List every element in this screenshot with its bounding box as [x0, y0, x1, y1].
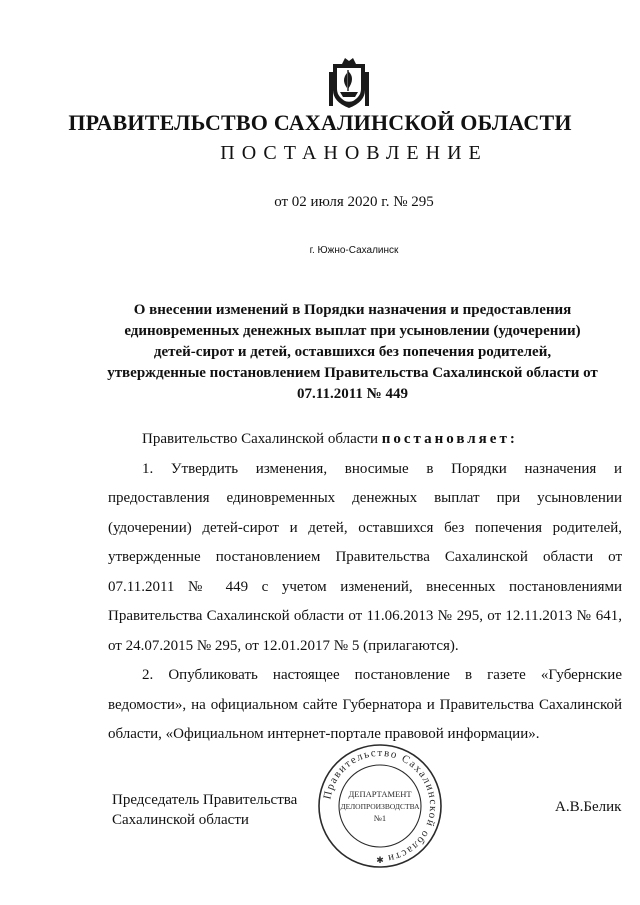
- subject-line: О внесении изменений в Порядки назначения и предоставления: [133, 302, 572, 318]
- stamp-inner-line: №1: [373, 813, 387, 823]
- signer-position-line: Сахалинской области: [112, 812, 249, 828]
- preamble-text: Правительство Сахалинской области: [142, 431, 382, 447]
- stamp-star-icon: ✱: [376, 856, 384, 866]
- stamp-inner-line: ДЕЛОПРОИЗВОДСТВА: [340, 802, 420, 811]
- signer-position: [112, 790, 332, 830]
- preamble-verb: постановляет:: [381, 431, 518, 447]
- document-subject: [100, 300, 605, 405]
- body-item-2: 2. Опубликовать настоящее постановление в газете «Губернские ведомости», на официальном сайте Губернатора и Правительства Сахалинской области, «Официальном интернет-портале правовой информации».: [108, 667, 622, 742]
- government-title: ПРАВИТЕЛЬСТВО САХАЛИНСКОЙ ОБЛАСТИ: [68, 110, 572, 135]
- preamble: [108, 425, 622, 455]
- subject-line: детей-сирот и детей, оставшихся без попечения родителей,: [153, 344, 552, 360]
- date-and-number: от 02 июля 2020 г. № 295: [274, 194, 434, 210]
- coat-of-arms-icon: [327, 56, 371, 110]
- stamp-ring-text: Правительство Сахалинской области: [321, 746, 440, 865]
- body-item-1: 1. Утвердить изменения, вносимые в Порядки назначения и предоставления единовременных денежных выплат при усыновлении (удочерении) детей-сирот и детей, оставшихся без попечения родителей, утвержденные постановлением Правительства Сахалинской области от 07.11.2011 № 449 с учетом изменений, внесенных постановлениями Правительства Сахалинской области от 11.06.2013 № 295, от 12.11.2013 № 641, от 24.07.2015 № 295, от 12.01.2017 № 5 (прилагаются).: [108, 460, 622, 654]
- signer-name: А.В.Белик: [555, 799, 622, 815]
- document-body: [108, 425, 622, 750]
- official-stamp: [316, 742, 444, 870]
- subject-line: 07.11.2011 № 449: [297, 386, 408, 402]
- city-line: г. Южно-Сахалинск: [309, 245, 399, 256]
- subject-line: утвержденные постановлением Правительства Сахалинской области от: [107, 365, 598, 381]
- document-type: ПОСТАНОВЛЕНИЕ: [220, 142, 488, 164]
- signer-position-line: Председатель Правительства: [112, 792, 298, 808]
- subject-line: единовременных денежных выплат при усыновлении (удочерении): [124, 323, 581, 339]
- stamp-inner-line: ДЕПАРТАМЕНТ: [348, 789, 412, 799]
